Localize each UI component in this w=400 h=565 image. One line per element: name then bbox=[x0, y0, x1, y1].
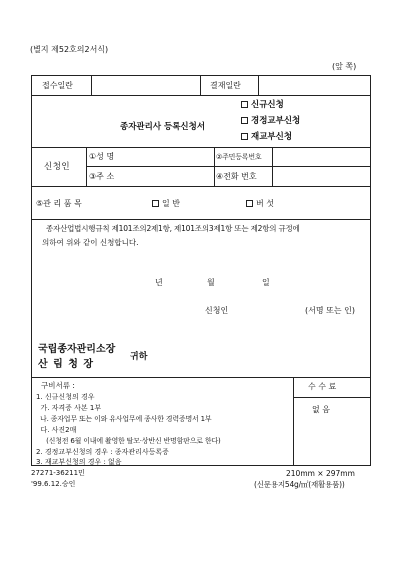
annex-label: (별지 제52호의2서식) bbox=[30, 45, 109, 54]
processing-date-label: 결재일란 bbox=[210, 81, 241, 90]
category-mushroom[interactable]: 버 섯 bbox=[246, 200, 274, 208]
option-reissue[interactable]: 재교부신청 bbox=[241, 133, 292, 142]
phone-label: ④전화 번호 bbox=[216, 172, 257, 181]
date-year-label: 년 bbox=[155, 278, 163, 287]
fee-value: 없 음 bbox=[312, 405, 330, 414]
fee-label: 수 수 료 bbox=[308, 382, 337, 391]
page-side-label: (앞 쪽) bbox=[332, 62, 357, 71]
name-field[interactable] bbox=[124, 149, 212, 165]
approval-date: '99.6.12.승인 bbox=[31, 480, 76, 488]
category-general[interactable]: 일 반 bbox=[152, 200, 180, 208]
date-month-label: 월 bbox=[207, 278, 215, 287]
attachment-item: 1. 신규신청의 경우 bbox=[36, 393, 95, 401]
form-code: 27271-36211민 bbox=[31, 469, 85, 477]
attachment-item: 가. 자격증 사본 1부 bbox=[36, 404, 102, 412]
address-field[interactable] bbox=[124, 168, 212, 184]
receipt-date-label: 접수일란 bbox=[42, 81, 73, 90]
sign-or-seal-label: (서명 또는 인) bbox=[305, 306, 355, 315]
checkbox[interactable] bbox=[246, 200, 253, 207]
resident-number-field[interactable] bbox=[274, 149, 369, 165]
category-label: ⑤관 리 품 목 bbox=[36, 199, 82, 208]
addressee-honorific: 귀하 bbox=[130, 352, 148, 362]
attachment-item: 2. 경정교부신청의 경우 : 종자관리사등록증 bbox=[36, 448, 169, 456]
row-divider bbox=[31, 95, 371, 96]
statement-line-1: 종자산업법시행규칙 제101조의2제1항, 제101조의3제1항 또는 제2항의 규정에 bbox=[46, 224, 300, 233]
paper-size: 210mm × 297mm bbox=[286, 469, 355, 478]
paper-type: (신문용지54g/㎡(재활용품)) bbox=[254, 480, 345, 489]
date-day-label: 일 bbox=[262, 278, 270, 287]
phone-field[interactable] bbox=[274, 168, 369, 184]
applicant-section-label: 신청인 bbox=[44, 162, 71, 172]
address-label: ③주 소 bbox=[89, 172, 115, 181]
option-correction[interactable]: 경정교부신청 bbox=[241, 117, 300, 126]
addressee-line-1: 국립종자관리소장 bbox=[38, 344, 116, 355]
option-new[interactable]: 신규신청 bbox=[241, 101, 284, 110]
checkbox[interactable] bbox=[241, 133, 248, 140]
checkbox[interactable] bbox=[152, 200, 159, 207]
checkbox[interactable] bbox=[241, 101, 248, 108]
addressee-line-2: 산 림 청 장 bbox=[38, 359, 95, 370]
attachments-heading: 구비서류 : bbox=[41, 381, 75, 390]
attachment-item: 나. 종자업무 또는 이와 유사업무에 종사한 경력증명서 1부 bbox=[36, 415, 212, 423]
statement-line-2: 의하여 위와 같이 신청합니다. bbox=[42, 238, 139, 247]
attachment-item: (신청전 6월 이내에 촬영한 탈모·상반신 반명함판으로 한다) bbox=[36, 437, 221, 445]
form-title: 종자관리사 등록신청서 bbox=[120, 122, 206, 132]
name-label: ①성 명 bbox=[89, 152, 115, 161]
checkbox[interactable] bbox=[241, 117, 248, 124]
signature-applicant-label: 신청인 bbox=[205, 306, 229, 315]
attachment-item: 다. 사진2매 bbox=[36, 426, 77, 434]
resident-number-label: ②주민등록번호 bbox=[216, 153, 262, 161]
attachment-item: 3. 재교부신청의 경우 : 없음 bbox=[36, 458, 122, 466]
